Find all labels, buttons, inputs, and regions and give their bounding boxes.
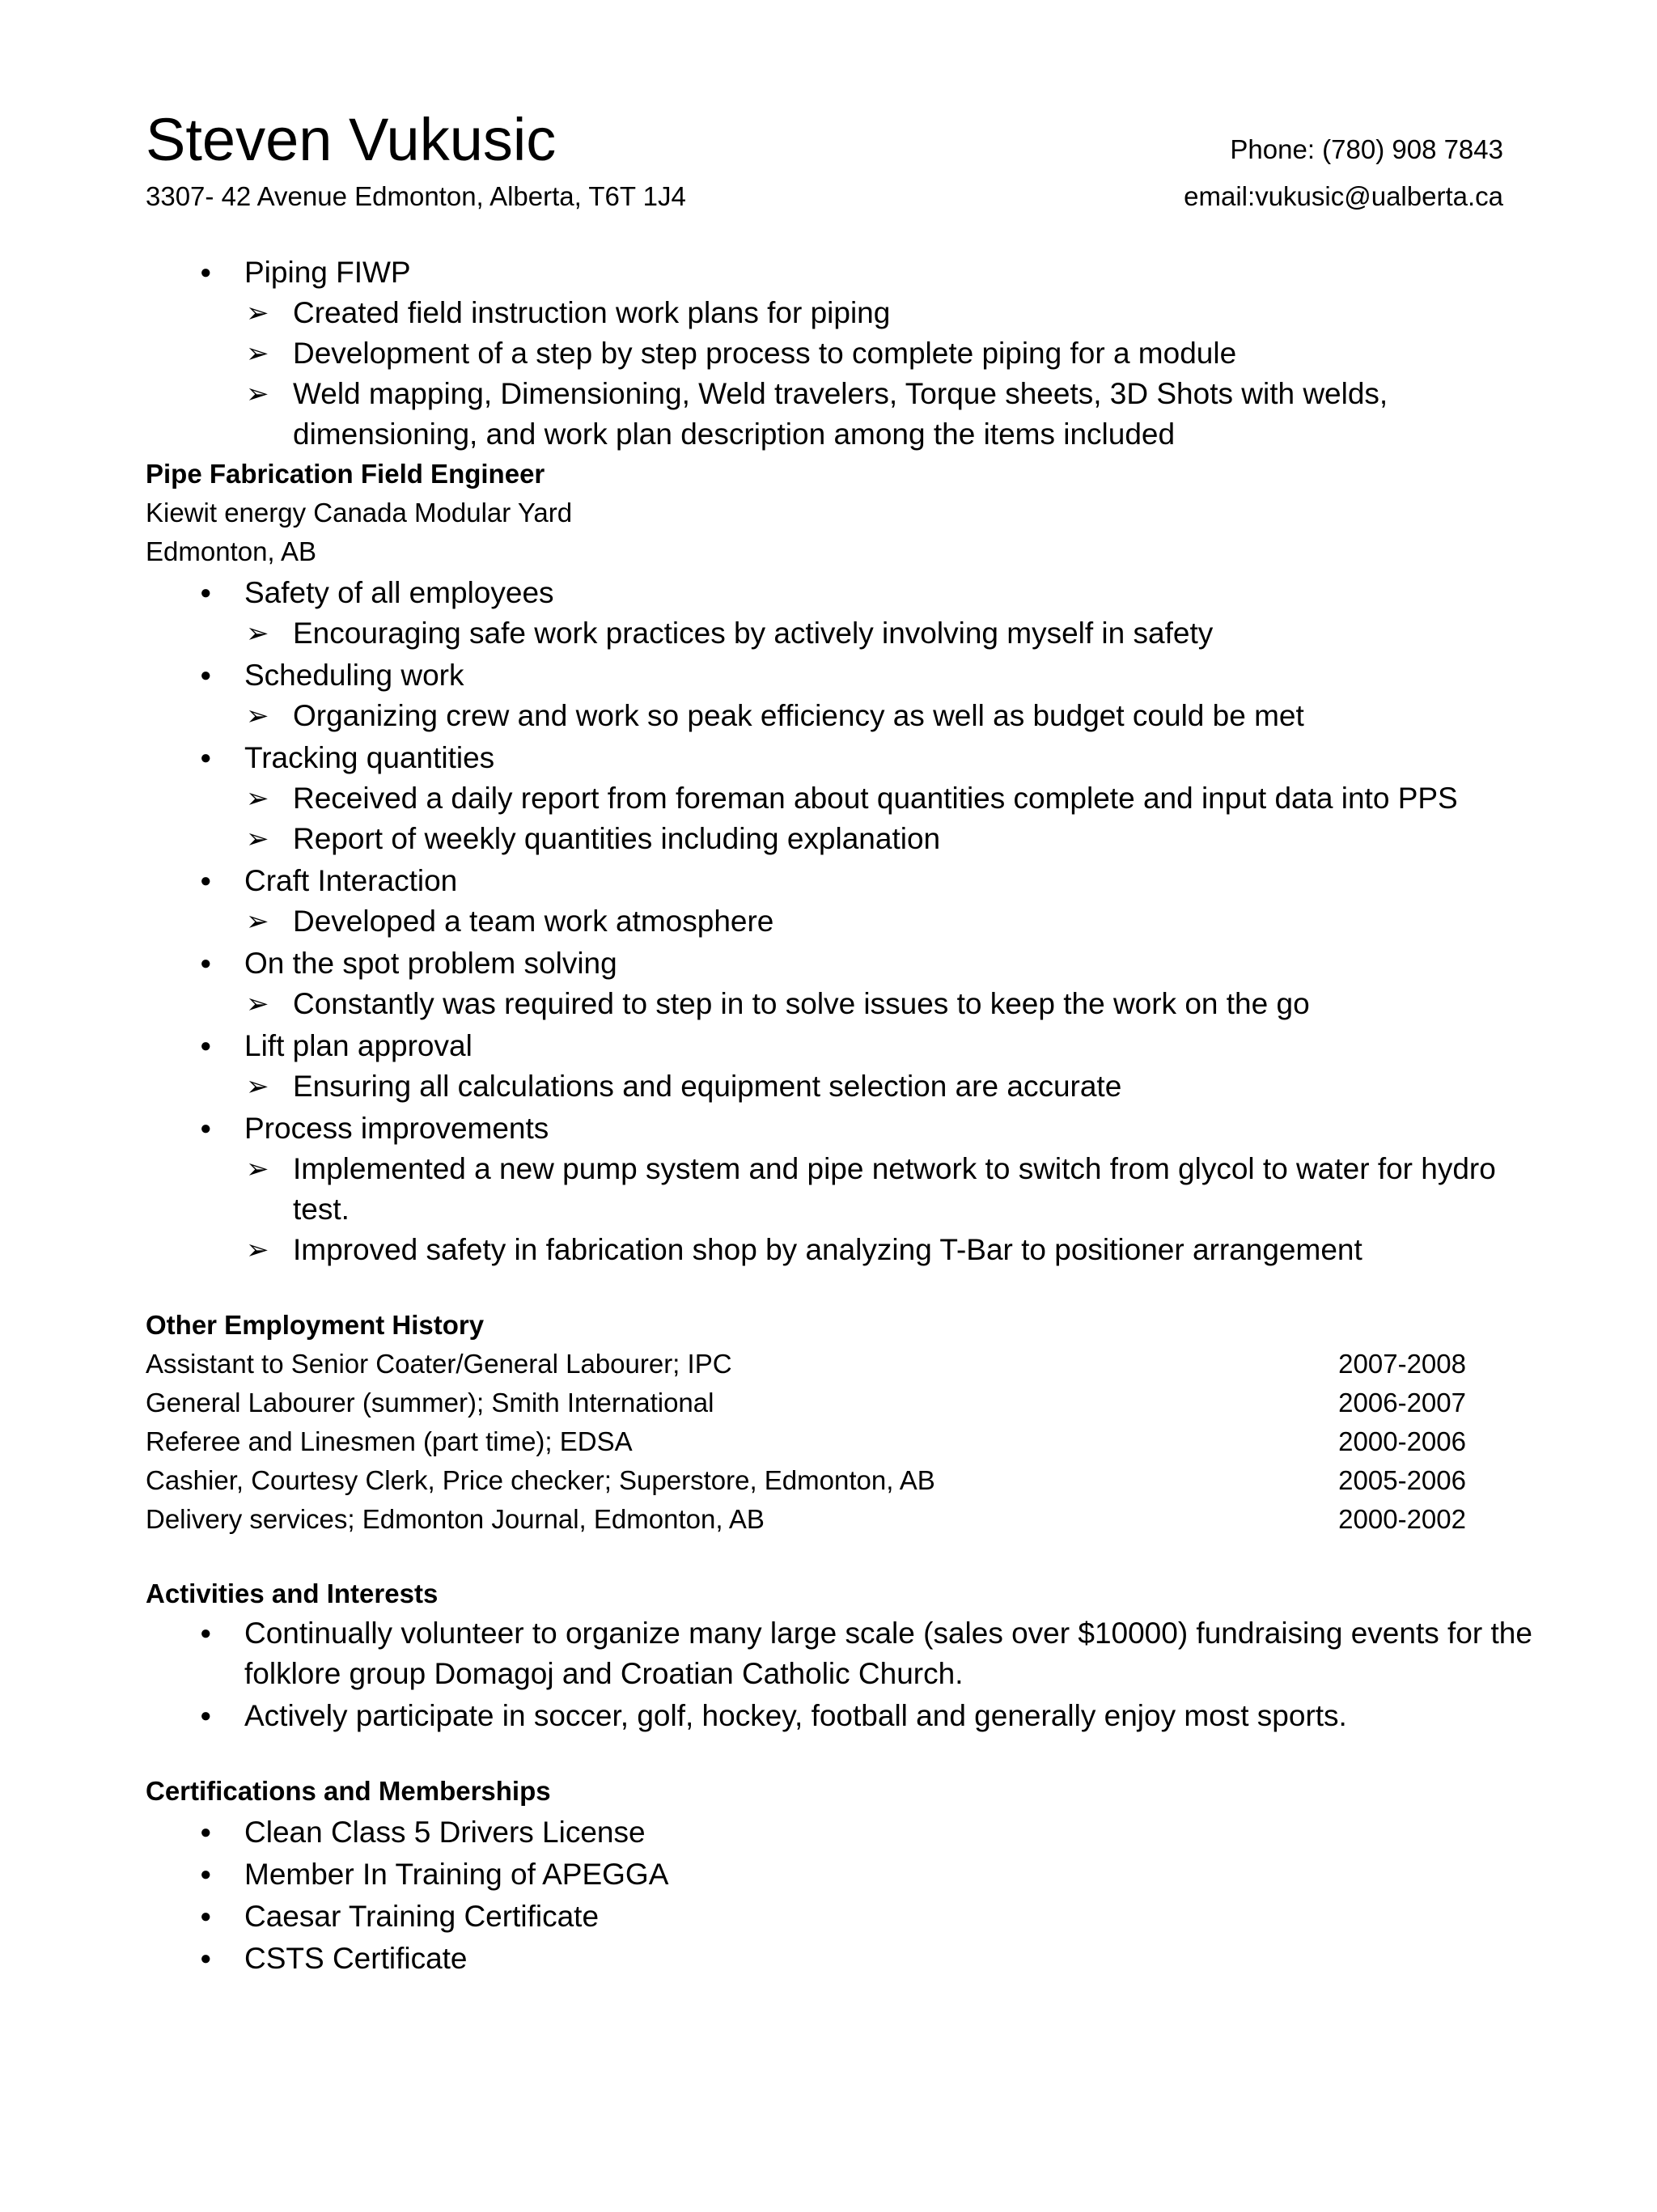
duty-item: ➢ Developed a team work atmosphere — [146, 901, 1537, 942]
duty-item-continued: test. — [293, 1193, 350, 1226]
certification-item: ● Clean Class 5 Drivers License — [146, 1812, 1537, 1853]
employment-years: 2000-2006 — [1338, 1426, 1466, 1456]
duty-item: ➢ Improved safety in fabrication shop by analyzing T-Bar to positioner arrangement — [146, 1230, 1537, 1270]
duty-title: ● On the spot problem solving — [146, 943, 1537, 984]
fiwp-item-continued: dimensioning, and work plan description among the items included — [293, 417, 1176, 451]
arrowhead-bullet-icon: ➢ — [246, 1235, 269, 1265]
arrowhead-bullet-icon: ➢ — [246, 1071, 269, 1102]
fiwp-item: ➢ Created field instruction work plans for piping — [146, 293, 1537, 333]
duty-item: ➢ Received a daily report from foreman about quantities complete and input data into PPS — [146, 778, 1537, 819]
employment-years: 2005-2006 — [1338, 1465, 1466, 1495]
duty-item: ➢ Report of weekly quantities including explanation — [146, 819, 1537, 859]
arrowhead-bullet-icon: ➢ — [246, 824, 269, 854]
duty-item: ➢ Constantly was required to step in to solve issues to keep the work on the go — [146, 984, 1537, 1024]
arrowhead-bullet-icon: ➢ — [246, 701, 269, 731]
arrowhead-bullet-icon: ➢ — [246, 379, 269, 409]
arrowhead-bullet-icon: ➢ — [246, 338, 269, 369]
employment-role: Cashier, Courtesy Clerk, Price checker; Superstore, Edmonton, AB — [146, 1465, 935, 1495]
duty-title: ● Safety of all employees — [146, 573, 1537, 613]
employment-row — [146, 1422, 1466, 1461]
certifications-heading: Certifications and Memberships — [146, 1776, 551, 1806]
duty-item: ➢ Organizing crew and work so peak efficiency as well as budget could be met — [146, 696, 1537, 736]
fiwp-title: ● Piping FIWP — [146, 252, 1537, 293]
job-company: Kiewit energy Canada Modular Yard — [146, 498, 573, 528]
arrowhead-bullet-icon: ➢ — [246, 618, 269, 649]
employment-years: 2006-2007 — [1338, 1388, 1466, 1417]
employment-role: Assistant to Senior Coater/General Labourer; IPC — [146, 1349, 732, 1379]
applicant-name: Steven Vukusic — [146, 106, 557, 173]
resume-body — [146, 252, 1537, 1979]
certification-item: ● Member In Training of APEGGA — [146, 1854, 1537, 1895]
job-title: Pipe Fabrication Field Engineer — [146, 459, 545, 489]
certification-item: ● Caesar Training Certificate — [146, 1896, 1537, 1937]
activity-item: ● Actively participate in soccer, golf, hockey, football and generally enjoy most sports. — [146, 1696, 1537, 1736]
employment-row — [146, 1500, 1466, 1539]
arrowhead-bullet-icon: ➢ — [246, 989, 269, 1019]
arrowhead-bullet-icon: ➢ — [246, 783, 269, 814]
employment-role: Delivery services; Edmonton Journal, Edmonton, AB — [146, 1504, 765, 1534]
employment-years: 2000-2002 — [1338, 1504, 1466, 1534]
activity-item-continued: folklore group Domagoj and Croatian Catholic Church. — [244, 1657, 964, 1690]
home-address: 3307- 42 Avenue Edmonton, Alberta, T6T 1J4 — [146, 181, 686, 211]
fiwp-item: ➢ Weld mapping, Dimensioning, Weld travelers, Torque sheets, 3D Shots with welds, — [146, 374, 1537, 414]
arrowhead-bullet-icon: ➢ — [246, 1154, 269, 1184]
activities-heading: Activities and Interests — [146, 1578, 439, 1608]
employment-row — [146, 1345, 1466, 1384]
duty-title: ● Scheduling work — [146, 655, 1537, 696]
duty-title: ● Craft Interaction — [146, 861, 1537, 901]
employment-role: Referee and Linesmen (part time); EDSA — [146, 1426, 633, 1456]
arrowhead-bullet-icon: ➢ — [246, 906, 269, 937]
phone-number: Phone: (780) 908 7843 — [1230, 134, 1503, 164]
duty-item: ➢ Implemented a new pump system and pipe network to switch from glycol to water for hydro — [146, 1149, 1537, 1189]
fiwp-item: ➢ Development of a step by step process to complete piping for a module — [146, 333, 1537, 374]
duty-title: ● Lift plan approval — [146, 1026, 1537, 1066]
employment-role: General Labourer (summer); Smith International — [146, 1388, 714, 1417]
duty-title: ● Tracking quantities — [146, 738, 1537, 778]
email-address: email:vukusic@ualberta.ca — [1184, 181, 1503, 211]
certification-item: ● CSTS Certificate — [146, 1939, 1537, 1979]
other-employment-heading: Other Employment History — [146, 1310, 485, 1340]
employment-row — [146, 1461, 1466, 1500]
duty-item: ➢ Ensuring all calculations and equipment selection are accurate — [146, 1066, 1537, 1107]
duty-item: ➢ Encouraging safe work practices by actively involving myself in safety — [146, 613, 1537, 654]
employment-row — [146, 1384, 1466, 1422]
employment-years: 2007-2008 — [1338, 1349, 1466, 1379]
activity-item: ● Continually volunteer to organize many large scale (sales over $10000) fundraising events for the — [146, 1613, 1537, 1654]
arrowhead-bullet-icon: ➢ — [246, 298, 269, 328]
job-location: Edmonton, AB — [146, 536, 316, 566]
duty-title: ● Process improvements — [146, 1108, 1537, 1149]
